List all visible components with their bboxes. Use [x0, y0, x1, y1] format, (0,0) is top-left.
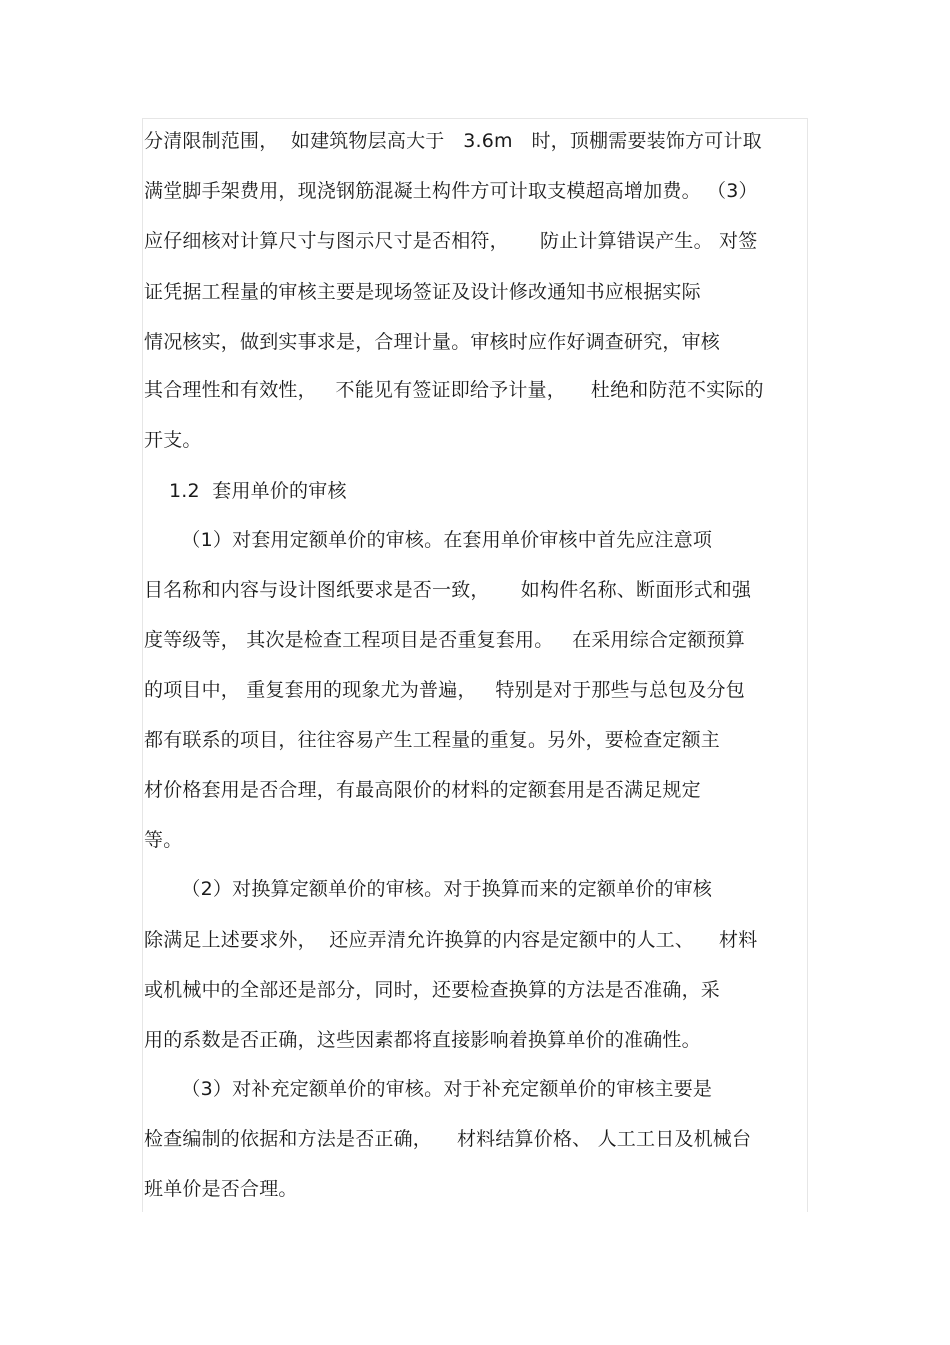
text-line: （1）对套用定额单价的审核。在套用单价审核中首先应注意项 [144, 529, 713, 551]
text-line: 用的系数是否正确，这些因素都将直接影响着换算单价的准确性。 [144, 1029, 701, 1051]
text-line: 目名称和内容与设计图纸要求是否一致， 如构件名称、断面形式和强 [144, 579, 752, 601]
text-line: 度等级等， 其次是检查工程项目是否重复套用。 在采用综合定额预算 [144, 629, 745, 651]
text-line: 其合理性和有效性， 不能见有签证即给予计量， 杜绝和防范不实际的 [144, 379, 764, 401]
text-line: （2）对换算定额单价的审核。对于换算而来的定额单价的审核 [144, 878, 713, 900]
text-line: （3）对补充定额单价的审核。对于补充定额单价的审核主要是 [144, 1078, 713, 1100]
text-line: 情况核实，做到实事求是，合理计量。审核时应作好调查研究，审核 [144, 331, 721, 353]
text-line: 应仔细核对计算尺寸与图示尺寸是否相符， 防止计算错误产生。 对签 [144, 230, 758, 252]
text-line: 分清限制范围， 如建筑物层高大于 3.6m 时，顶棚需要装饰方可计取 [144, 130, 762, 152]
text-line: 满堂脚手架费用，现浇钢筋混凝土构件方可计取支模超高增加费。 （3） [144, 180, 758, 202]
section-heading: 1.2 套用单价的审核 [144, 480, 347, 502]
text-line: 开支。 [144, 429, 202, 451]
text-line: 证凭据工程量的审核主要是现场签证及设计修改通知书应根据实际 [144, 281, 701, 303]
text-line: 都有联系的项目，往往容易产生工程量的重复。另外，要检查定额主 [144, 729, 721, 751]
text-line: 或机械中的全部还是部分，同时，还要检查换算的方法是否准确，采 [144, 979, 721, 1001]
text-line: 班单价是否合理。 [144, 1178, 298, 1200]
text-line: 检查编制的依据和方法是否正确， 材料结算价格、 人工工日及机械台 [144, 1128, 752, 1150]
text-line: 的项目中， 重复套用的现象尤为普遍， 特别是对于那些与总包及分包 [144, 679, 745, 701]
text-line: 等。 [144, 829, 183, 851]
text-line: 除满足上述要求外， 还应弄清允许换算的内容是定额中的人工、 材料 [144, 929, 758, 951]
text-line: 材价格套用是否合理，有最高限价的材料的定额套用是否满足规定 [144, 779, 701, 801]
